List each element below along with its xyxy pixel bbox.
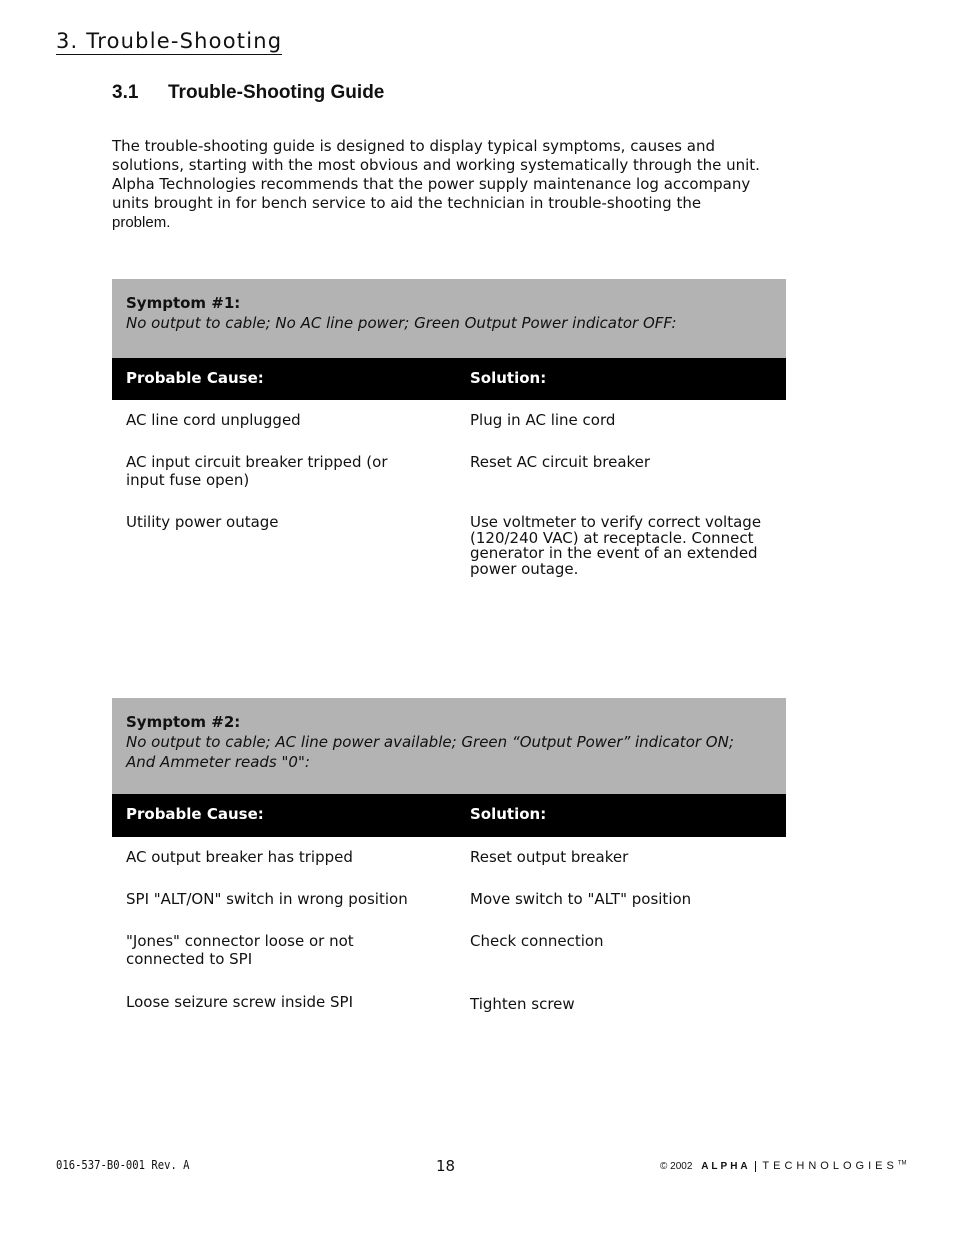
intro-line: solutions, starting with the most obvious and working systematically through the unit.: [112, 156, 760, 174]
symptom-2-box: [112, 698, 786, 794]
solution-cell: [470, 932, 786, 950]
cause-line: connected to SPI: [126, 950, 253, 968]
brand-suffix: TECHNOLOGIES: [762, 1160, 898, 1172]
symptom-1-description: No output to cable; No AC line power; Green Output Power indicator OFF:: [126, 314, 677, 332]
solution-cell: [470, 411, 786, 429]
cause-line: input fuse open): [126, 471, 250, 489]
solution-line: Reset AC circuit breaker: [470, 453, 651, 471]
symptom-1-panel: [112, 279, 786, 599]
solution-line: generator in the event of an extended: [470, 544, 758, 562]
cause-cell: [126, 453, 416, 489]
cause-line: Loose seizure screw inside SPI: [126, 993, 354, 1011]
section-title: [112, 81, 384, 105]
cause-line: Utility power outage: [126, 513, 279, 531]
cause-header: Probable Cause:: [126, 805, 264, 823]
chapter-title: 3. Trouble-Shooting: [56, 29, 283, 53]
solution-header: Solution:: [470, 369, 547, 387]
symptom-2-label: Symptom #2:: [126, 713, 241, 731]
cause-header: Probable Cause:: [126, 369, 264, 387]
symptom-2-header-bar: [112, 794, 786, 837]
solution-cell: [470, 515, 786, 577]
description-line: And Ammeter reads "0":: [126, 753, 310, 771]
solution-line: Check connection: [470, 932, 604, 950]
intro-paragraph: [112, 137, 792, 232]
brand-name: ALPHA: [701, 1161, 755, 1172]
document-number: 016-537-B0-001 Rev. A: [56, 1158, 190, 1172]
solution-cell: [470, 995, 786, 1013]
page-number: 18: [436, 1157, 456, 1175]
copyright-text: © 2002: [660, 1161, 693, 1172]
intro-line: The trouble-shooting guide is designed to display typical symptoms, causes and: [112, 137, 715, 155]
intro-line: problem.: [112, 214, 171, 231]
solution-line: power outage.: [470, 559, 579, 578]
symptom-1-box: [112, 279, 786, 358]
cause-cell: [126, 848, 416, 866]
solution-cell: [470, 890, 786, 908]
solution-line: (120/240 VAC) at receptacle. Connect: [470, 528, 754, 547]
symptom-2-description: [126, 732, 772, 772]
solution-header: Solution:: [470, 805, 547, 823]
solution-line: Plug in AC line cord: [470, 411, 616, 429]
section-title-text: Trouble-Shooting Guide: [168, 82, 385, 103]
cause-line: "Jones" connector loose or not: [126, 932, 354, 950]
cause-line: AC line cord unplugged: [126, 411, 301, 429]
symptom-1-header-bar: [112, 358, 786, 400]
cause-cell: [126, 932, 416, 968]
symptom-2-panel: [112, 698, 786, 1028]
solution-line: Reset output breaker: [470, 848, 629, 866]
company-logo: [660, 1160, 907, 1172]
intro-line: Alpha Technologies recommends that the power supply maintenance log accompany: [112, 175, 751, 193]
solution-cell: [470, 848, 786, 866]
solution-line: Move switch to "ALT" position: [470, 890, 692, 908]
description-line: No output to cable; AC line power available; Green “Output Power” indicator ON;: [126, 733, 734, 751]
solution-cell: [470, 453, 786, 471]
trademark-mark: TM: [897, 1160, 907, 1167]
cause-cell: [126, 890, 416, 908]
section-number: 3.1: [112, 82, 139, 103]
solution-line: Use voltmeter to verify correct voltage: [470, 513, 762, 531]
cause-cell: [126, 993, 416, 1011]
solution-line: Tighten screw: [470, 995, 575, 1013]
intro-line: units brought in for bench service to aid the technician in trouble-shooting the: [112, 194, 702, 212]
symptom-1-label: Symptom #1:: [126, 294, 241, 312]
cause-cell: [126, 411, 416, 429]
cause-cell: [126, 513, 416, 531]
cause-line: SPI "ALT/ON" switch in wrong position: [126, 890, 408, 908]
cause-line: AC output breaker has tripped: [126, 848, 353, 866]
cause-line: AC input circuit breaker tripped (or: [126, 453, 388, 471]
